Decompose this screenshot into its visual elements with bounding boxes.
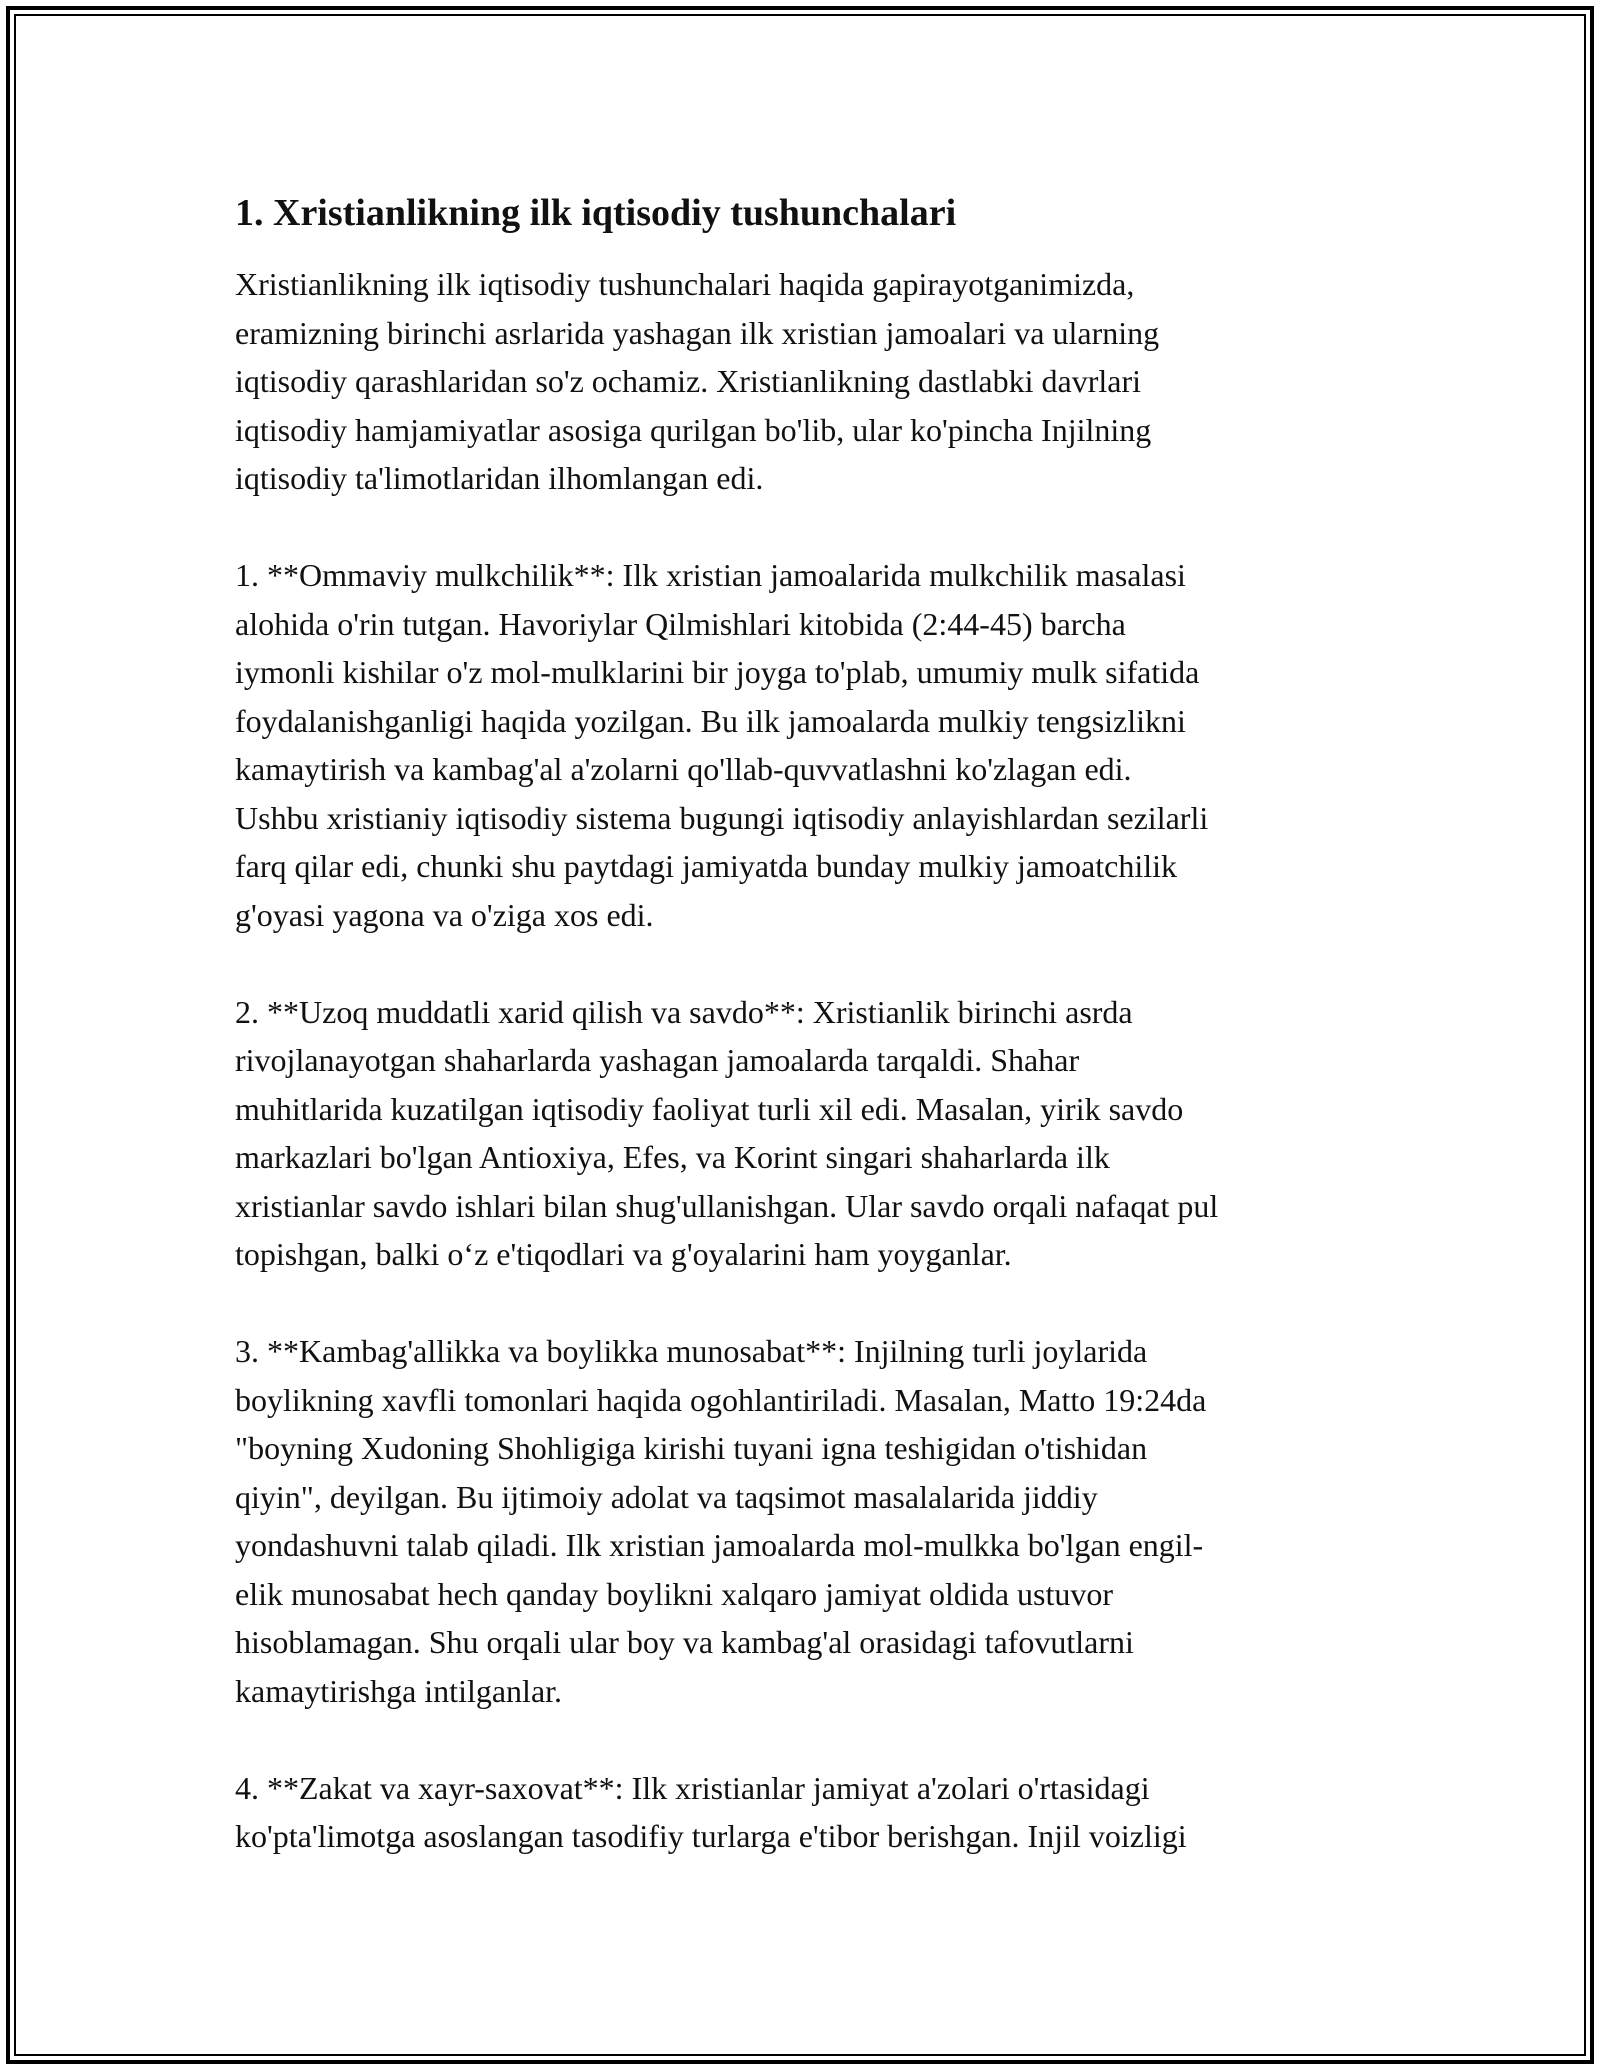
point-3-paragraph: 3. **Kambag'allikka va boylikka munosabat**: Injilning turli joylarida boylikning xavfli tomonlari haqida ogohlantiriladi. Masalan, Matto 19:24da "boyning Xudoning Shohligiga kirishi tuyani igna teshigidan o'tishidan qiyin", deyilgan. Bu ijtimoiy adolat va taqsimot masalalarida jiddiy yondashuvni talab qiladi. Ilk xristian jamoalarda mol-mulkka bo'lgan engil- elik munosabat hech qanday boylikni xalqaro jamiyat oldida ustuvor hisoblamagan. Shu orqali ular boy va kambag'al orasidagi tafovutlarni kamaytirishga intilganlar. [235,1333,1207,1709]
point-4-paragraph: 4. **Zakat va xayr-saxovat**: Ilk xristianlar jamiyat a'zolari o'rtasidagi ko'pta'limotga asoslangan tasodifiy turlarga e'tibor berishgan. Injil voizligi [235,1769,1187,1854]
section-heading: 1. Xristianlikning ilk iqtisodiy tushunchalari [235,192,957,234]
point-1-paragraph: 1. **Ommaviy mulkchilik**: Ilk xristian jamoalarida mulkchilik masalasi alohida o'rin tutgan. Havoriylar Qilmishlari kitobida (2:44-45) barcha iymonli kishilar o'z mol-mulklarini bir joyga to'plab, umumiy mulk sifatida foydalanishganligi haqida yozilgan. Bu ilk jamoalarda mulkiy tengsizlikni kamaytirish va kambag'al a'zolarni qo'llab-quvvatlashni ko'zlagan edi. Ushbu xristianiy iqtisodiy sistema bugungi iqtisodiy anlayishlardan sezilarli farq qilar edi, chunki shu paytdagi jamiyatda bunday mulkiy jamoatchilik g'oyasi yagona va o'ziga xos edi. [235,557,1209,933]
point-2-paragraph: 2. **Uzoq muddatli xarid qilish va savdo**: Xristianlik birinchi asrda rivojlanayotgan shaharlarda yashagan jamoalarda tarqaldi. Shahar muhitlarida kuzatilgan iqtisodiy faoliyat turli xil edi. Masalan, yirik savdo markazlari bo'lgan Antioxiya, Efes, va Korint singari shaharlarda ilk xristianlar savdo ishlari bilan shug'ullanishgan. Ular savdo orqali nafaqat pul topishgan, balki o‘z e'tiqodlari va g'oyalarini ham yoyganlar. [235,993,1219,1272]
document-body [235,188,1375,1909]
intro-paragraph: Xristianlikning ilk iqtisodiy tushunchalari haqida gapirayotganimizda, eramizning birinchi asrlarida yashagan ilk xristian jamoalari va ularning iqtisodiy qarashlaridan so'z ochamiz. Xristianlikning dastlabki davrlari iqtisodiy hamjamiyatlar asosiga qurilgan bo'lib, ular ko'pincha Injilning iqtisodiy ta'limotlaridan ilhomlangan edi. [235,266,1160,496]
